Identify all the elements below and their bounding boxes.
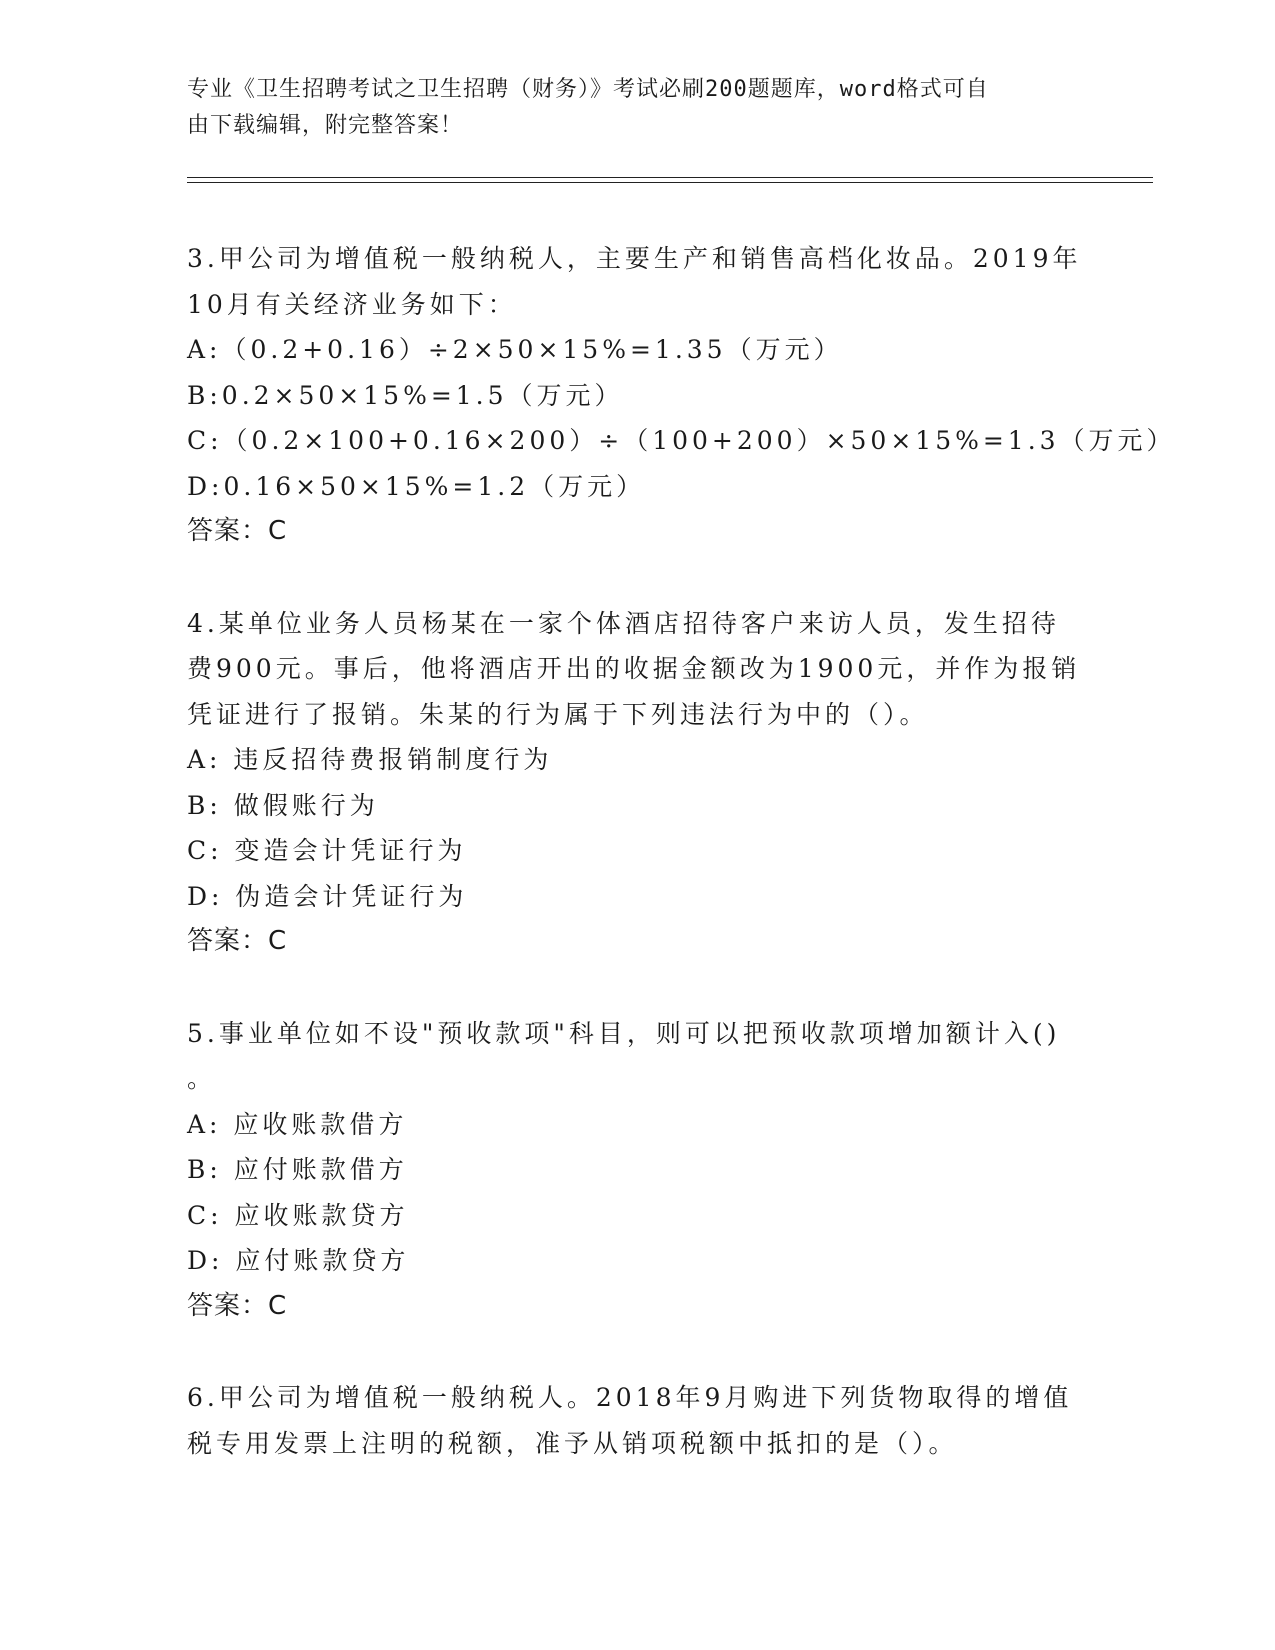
- option-d: D:0.16×50×15%=1.2（万元）: [187, 471, 646, 501]
- option-c: C:（0.2×100+0.16×200）÷（100+200）×50×15%=1.3（万元）: [187, 426, 1176, 455]
- question-stem-line: 10月有关经济业务如下：: [187, 289, 517, 319]
- question-stem-line: 费900元。事后，他将酒店开出的收据金额改为1900元，并作为报销: [187, 654, 1081, 683]
- question-stem-line: 3.甲公司为增值税一般纳税人，主要生产和销售高档化妆品。2019年: [187, 244, 1082, 273]
- option-b: B: 应付账款借方: [187, 1155, 408, 1184]
- question-stem-line: 。: [187, 1064, 217, 1093]
- answer-label: 答案：C: [187, 516, 288, 546]
- question-stem-line: 4.某单位业务人员杨某在一家个体酒店招待客户来访人员，发生招待: [187, 608, 1060, 638]
- question-stem-line: 5.事业单位如不设"预收款项"科目，则可以把预收款项增加额计入(): [187, 1018, 1061, 1048]
- document-header: [187, 72, 1067, 144]
- question-stem-line: 6.甲公司为增值税一般纳税人。2018年9月购进下列货物取得的增值: [187, 1383, 1073, 1412]
- option-b: B:0.2×50×15%=1.5（万元）: [187, 380, 624, 410]
- question-stem-line: 税专用发票上注明的税额，准予从销项税额中抵扣的是（）。: [187, 1428, 958, 1458]
- header-divider-bottom: [187, 182, 1153, 183]
- option-c: C: 变造会计凭证行为: [187, 836, 467, 865]
- question-6: [187, 1375, 1087, 1466]
- question-4: [187, 601, 1087, 965]
- question-list: [187, 236, 1176, 1512]
- option-a: A: 违反招待费报销制度行为: [187, 745, 553, 774]
- answer-label: 答案：C: [187, 1290, 288, 1321]
- question-3: [187, 236, 1176, 555]
- option-c: C: 应收账款贷方: [187, 1200, 409, 1230]
- option-d: D: 伪造会计凭证行为: [187, 881, 468, 911]
- question-stem-line: 凭证进行了报销。朱某的行为属于下列违法行为中的（）。: [187, 699, 929, 729]
- header-line-2: 由下载编辑，附完整答案！: [187, 113, 464, 138]
- option-d: D: 应付账款贷方: [187, 1246, 410, 1275]
- option-b: B: 做假账行为: [187, 790, 379, 820]
- option-a: A: 应收账款借方: [187, 1109, 408, 1139]
- answer-label: 答案：C: [187, 926, 288, 956]
- option-a: A:（0.2+0.16）÷2×50×15%=1.35（万元）: [187, 335, 843, 364]
- header-line-1: 专业《卫生招聘考试之卫生招聘（财务）》考试必刷200题题库，word格式可自: [187, 77, 989, 102]
- question-5: [187, 1011, 1087, 1330]
- header-divider-top: [187, 177, 1153, 178]
